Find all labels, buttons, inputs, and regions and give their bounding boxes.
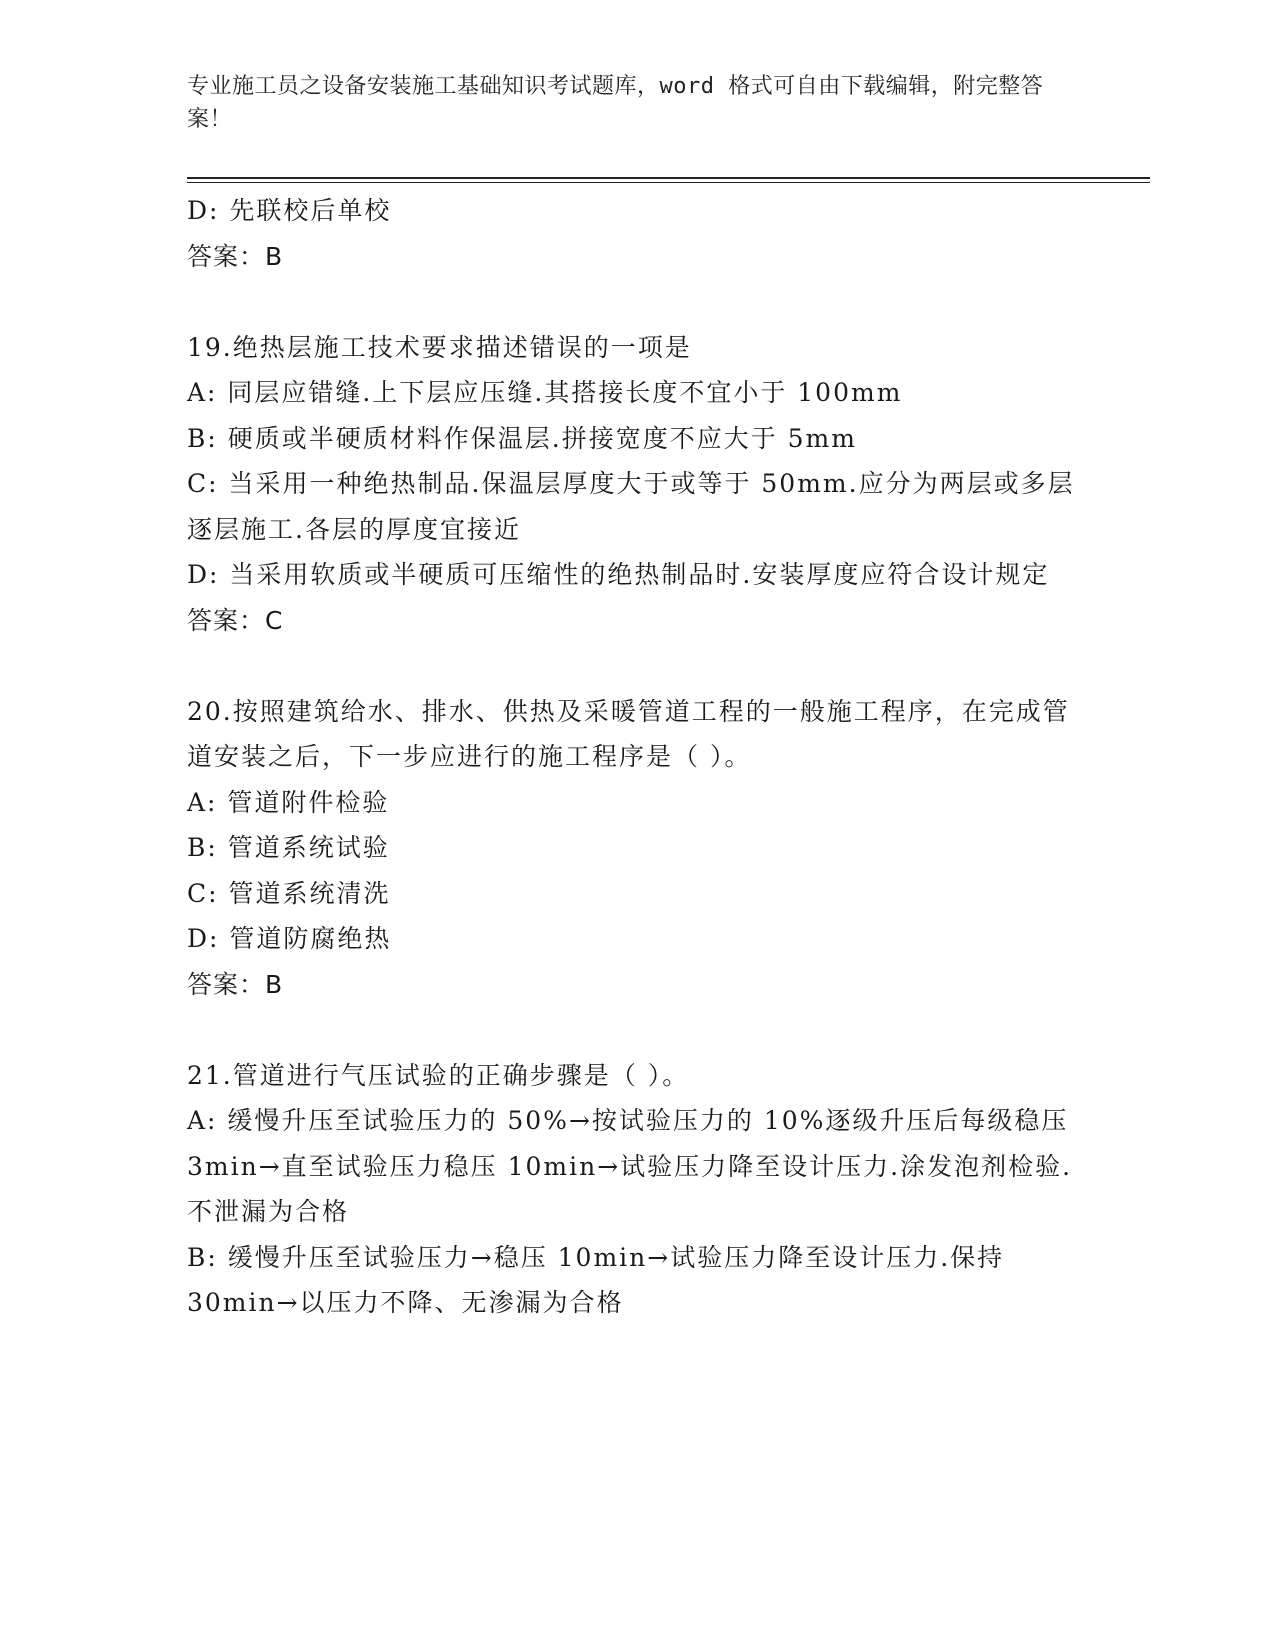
answer-line: 答案：C: [187, 605, 284, 635]
option-b: B: 缓慢升压至试验压力→稳压 10min→试验压力降至设计压力.保持 30min→以压力不降、无渗漏为合格: [187, 1242, 1015, 1317]
question-21: [187, 1053, 1087, 1326]
question-stem: 20.按照建筑给水、排水、供热及采暖管道工程的一般施工程序，在完成管道安装之后，下一步应进行的施工程序是（ ）。: [187, 696, 1070, 771]
option-c: C: 管道系统清洗: [187, 878, 391, 908]
page-header: 专业施工员之设备安装施工基础知识考试题库，word 格式可自由下载编辑，附完整答案！: [187, 74, 1044, 132]
option-c: C: 当采用一种绝热制品.保温层厚度大于或等于 50mm.应分为两层或多层逐层施工.各层的厚度宜接近: [187, 469, 1075, 544]
question-19: [187, 325, 1087, 644]
option-b: B: 硬质或半硬质材料作保温层.拼接宽度不应大于 5mm: [187, 423, 857, 453]
answer-line: 答案：B: [187, 969, 284, 999]
spacer: [187, 1007, 1087, 1053]
question-20: [187, 689, 1087, 1008]
option-a: A: 缓慢升压至试验压力的 50%→按试验压力的 10%逐级升压后每级稳压 3min→直至试验压力稳压 10min→试验压力降至设计压力.涂发泡剂检验.不泄漏为合格: [187, 1106, 1079, 1226]
option-b: B: 管道系统试验: [187, 833, 390, 862]
option-d: D: 先联校后单校: [187, 196, 392, 225]
previous-question-tail: [187, 188, 1087, 279]
spacer: [187, 643, 1087, 689]
answer-line: 答案：B: [187, 241, 284, 271]
header-divider-thin: [187, 182, 1150, 183]
option-a: A: 管道附件检验: [187, 787, 390, 817]
option-a: A: 同层应错缝.上下层应压缝.其搭接长度不宜小于 100mm: [187, 378, 903, 407]
option-d: D: 当采用软质或半硬质可压缩性的绝热制品时.安装厚度应符合设计规定: [187, 560, 1050, 589]
spacer: [187, 279, 1087, 325]
option-d: D: 管道防腐绝热: [187, 924, 392, 953]
header-divider-thick: [187, 177, 1150, 179]
question-stem: 19.绝热层施工技术要求描述错误的一项是: [187, 332, 692, 362]
question-stem: 21.管道进行气压试验的正确步骤是（ ）。: [187, 1060, 690, 1090]
exam-content: [187, 188, 1087, 1326]
